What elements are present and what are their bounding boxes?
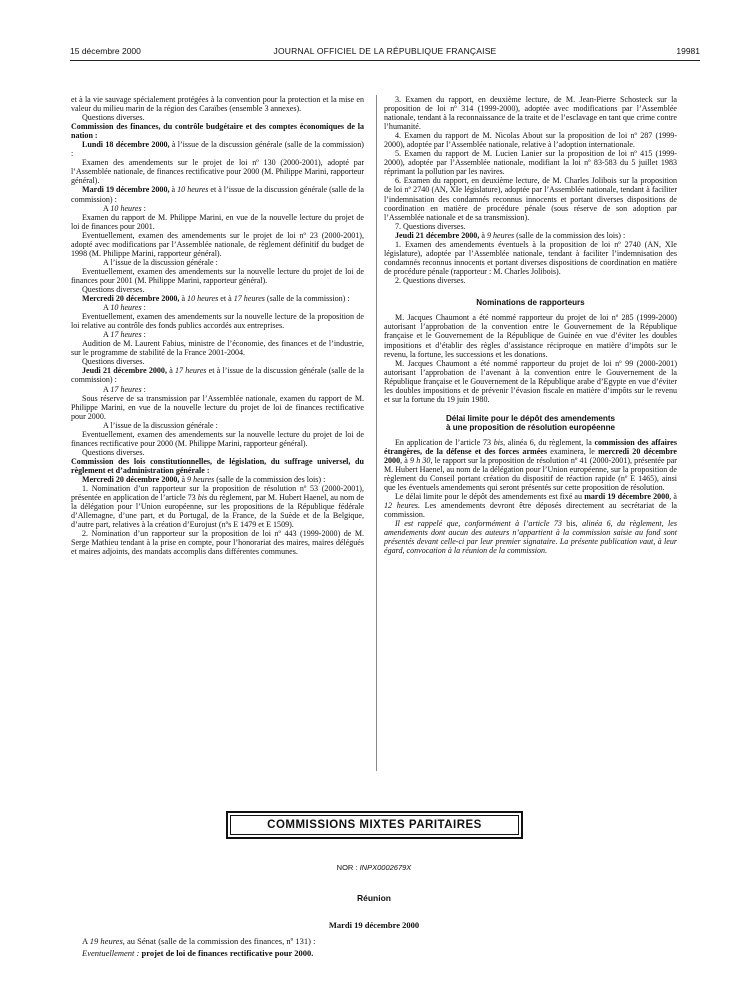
paragraph: 2. Questions diverses. <box>395 275 466 285</box>
committee-heading: Commission des lois constitutionnelles, de législation, du suffrage universel, du règlement et d’administration générale : <box>71 456 364 475</box>
section-banner <box>0 811 748 843</box>
section-heading: Délai limite pour le dépôt des amendements à une proposition de résolution européenne <box>445 413 616 433</box>
committee-heading: Commission des finances, du contrôle budgétaire et des comptes économiques de la nation : <box>71 122 364 141</box>
paragraph: M. Jacques Chaumont a été nommé rapporteur du projet de loi nº 99 (2000-2001) autorisant l’approbation de l’avenant à la convention entre le Gouvernement de la République française et le Gouvernement de la République arabe d’Egypte en vue d’éviter les doubles impositions et de prévenir l’évasion fiscale en matière d’impôts sur le revenu et sur la fortune du 19 juin 1980. <box>384 358 677 404</box>
column-divider <box>376 95 377 771</box>
paragraph: Questions diverses. <box>82 113 145 123</box>
time-line: A l’issue de la discussion générale : <box>103 420 218 430</box>
paragraph: 1. Examen des amendements éventuels à la proposition de loi nº 2740 (AN, XIe législature), adoptée par l’Assemblée nationale, tendant à faciliter l’indemnisation des condamnés reconnus innocents et portant diverses dispositions de coordination en matière de procédure pénale (rapporteur : M. Charles Jolibois). <box>384 239 677 276</box>
paragraph: 2. Nomination d’un rapporteur sur la proposition de loi nº 443 (1999-2000) de M. Serge Mathieu tendant à la prise en compte, pour l’honorariat des maires, maires délégués et maires adjoints, des mandats accomplis dans différentes communes. <box>71 529 364 557</box>
paragraph: 7. Questions diverses. <box>395 221 466 231</box>
paragraph: M. Jacques Chaumont a été nommé rapporteur du projet de loi nº 285 (1999-2000) autorisant l’approbation de la convention entre le Gouvernement de la République française et le Gouvernement de la République de Guinée en vue d’éviter les doubles impositions et d’établir des règles d’assistance réciproque en matière d’impôts sur le revenu, la fortune, les successions et les donations. <box>384 313 677 359</box>
section-box <box>226 811 523 839</box>
time-line: A 10 heures : <box>103 203 146 213</box>
paragraph: 5. Examen du rapport de M. Lucien Lanier sur la proposition de loi nº 415 (1999-2000), adoptée par l’Assemblée nationale, modifiant la loi nº 83-583 du 5 juillet 1983 réprimant la pollution par les navires. <box>384 149 677 177</box>
paragraph: Questions diverses. <box>82 357 145 367</box>
time-line: A 17 heures : <box>103 330 146 340</box>
header-rule <box>70 60 700 61</box>
paragraph: Eventuellement, examen des amendements sur la nouvelle lecture du projet de loi de finances pour 2001 (M. Philippe Marini, rapporteur général). <box>71 266 364 285</box>
paragraph: En application de l’article 73 bis, alinéa 6, du règlement, la commission des affaires étrangères, de la défense et des forces armées examinera, le mercredi 20 décembre 2000, à 9 h 30, le rapport sur la proposition de résolution nº 41 (2000-2001), présentée par M. Hubert Haenel, au nom de la délégation pour l’Union européenne, sur la proposition de règlement du Conseil portant création du dispositif de réaction rapide (nº E 1465), ainsi que les éventuels amendements qui seront présentés sur cette proposition de résolution. <box>384 437 677 492</box>
left-column <box>71 95 364 556</box>
time-line: A 17 heures : <box>103 384 146 394</box>
paragraph: Mercredi 20 décembre 2000, à 10 heures et à 17 heures (salle de la commission) : <box>82 294 350 304</box>
paragraph: Examen des amendements sur le projet de loi nº 130 (2000-2001), adopté par l’Assemblée nationale, de finances rectificative pour 2000 (M. Philippe Marini, rapporteur général). <box>71 158 364 186</box>
paragraph: Jeudi 21 décembre 2000, à 9 heures (salle de la commission des lois) : <box>395 230 626 240</box>
meeting-location: A 19 heures, au Sénat (salle de la commission des finances, nº 131) : <box>82 936 316 946</box>
paragraph: Jeudi 21 décembre 2000, à 17 heures et à l’issue de la discussion générale (salle de la commission) : <box>71 366 364 385</box>
meeting-agenda: Eventuellement : projet de loi de finances rectificative pour 2000. <box>82 948 314 958</box>
header-date: 15 décembre 2000 <box>70 46 141 56</box>
paragraph: 1. Nomination d’un rapporteur sur la proposition de résolution nº 53 (2000-2001), présentée en application de l’article 73 bis du règlement, par M. Hubert Haenel, au nom de la délégation pour l’Union européenne, sur les propositions de la République fédérale d’Allemagne, d’une part, et du Portugal, de la France, de la Suède et de la Belgique, d’autre part, relatives à la création d’Eurojust (nºs E 1479 et E 1509). <box>71 484 364 530</box>
right-column <box>384 95 677 555</box>
paragraph: Questions diverses. <box>82 447 145 457</box>
paragraph: 3. Examen du rapport, en deuxième lecture, de M. Jean-Pierre Schosteck sur la proposition de loi nº 314 (1999-2000), adoptée avec modifications par l’Assemblée nationale, tendant à la reconnaissance de la traite et de l’esclavage en tant que crime contre l’humanité. <box>384 95 677 132</box>
section-heading: Nominations de rapporteurs <box>476 297 585 307</box>
paragraph: Eventuellement, examen des amendements sur le projet de loi nº 23 (2000-2001), adopté avec modifications par l’Assemblée nationale, de règlement définitif du budget de 1998 (M. Philippe Marini, rapporteur général). <box>71 230 364 258</box>
paragraph: Audition de M. Laurent Fabius, ministre de l’économie, des finances et de l’industrie, sur le programme de stabilité de la France 2001-2004. <box>71 339 364 358</box>
paragraph: Mercredi 20 décembre 2000, à 9 heures (salle de la commission des lois) : <box>82 474 326 484</box>
paragraph: et à la vie sauvage spécialement protégées à la convention pour la protection et la mise en valeur du milieu marin de la région des Caraïbes (ensemble 3 annexes). <box>71 95 364 114</box>
paragraph: Sous réserve de sa transmission par l’Assemblée nationale, examen du rapport de M. Philippe Marini, en vue de la nouvelle lecture du projet de loi de finances rectificative pour 2000. <box>71 393 364 421</box>
time-line: A l’issue de la discussion générale : <box>103 257 218 267</box>
nor-reference: NOR : INPX0002679X <box>336 863 412 872</box>
paragraph: 4. Examen du rapport de M. Nicolas About sur la proposition de loi nº 287 (1999-2000), adoptée par l’Assemblée nationale, relative à l’adoption internationale. <box>384 131 677 150</box>
paragraph: Lundi 18 décembre 2000, à l’issue de la discussion générale (salle de la commission) : <box>71 140 364 159</box>
paragraph: Il est rappelé que, conformément à l’article 73 bis, alinéa 6, du règlement, les amendements dont aucun des auteurs n’appartient à la commission saisie au fond sont présentés devant celle-ci par leur premier signataire. La présente publication vaut, à leur égard, convocation à la réunion de la commission. <box>384 519 677 556</box>
section-title: COMMISSIONS MIXTES PARITAIRES <box>230 815 519 835</box>
paragraph: Eventuellement, examen des amendements sur la nouvelle lecture de la proposition de loi relative au contrôle des fonds publics accordés aux entreprises. <box>71 312 364 331</box>
page-header <box>70 46 700 60</box>
page-number: 19981 <box>676 46 700 56</box>
paragraph: Examen du rapport de M. Philippe Marini, en vue de la nouvelle lecture du projet de loi de finances pour 2001. <box>71 212 364 231</box>
reunion-title: Réunion <box>357 893 391 903</box>
meeting-date: Mardi 19 décembre 2000 <box>328 920 420 930</box>
time-line: A 10 heures : <box>103 303 146 313</box>
paragraph: Eventuellement, examen des amendements sur la nouvelle lecture du projet de loi de finances rectificative pour 2000 (M. Philippe Marini, rapporteur général). <box>71 429 364 448</box>
paragraph: Mardi 19 décembre 2000, à 10 heures et à l’issue de la discussion générale (salle de la commission) : <box>71 185 364 204</box>
paragraph: 6. Examen du rapport, en deuxième lecture, de M. Charles Jolibois sur la proposition de loi nº 2740 (AN, XIe législature), adoptée par l’Assemblée nationale, tendant à faciliter l’indemnisation des condamnés reconnus innocents et portant diverses dispositions de coordination en matière de procédure pénale (sous réserve de son adoption par l’Assemblée nationale et de sa transmission). <box>384 176 677 222</box>
paragraph: Le délai limite pour le dépôt des amendements est fixé au mardi 19 décembre 2000, à 12 heures. Les amendements devront être déposés directement au secrétariat de la commission. <box>384 491 678 520</box>
paragraph: Questions diverses. <box>82 284 145 294</box>
journal-title: JOURNAL OFFICIEL DE LA RÉPUBLIQUE FRANÇAISE <box>273 46 497 56</box>
